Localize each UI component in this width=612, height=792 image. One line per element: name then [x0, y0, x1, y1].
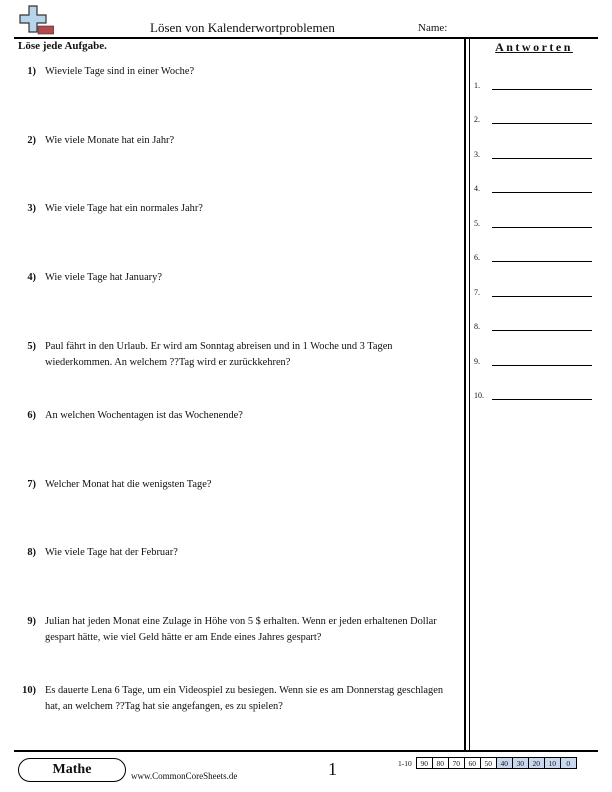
answer-number: 3. [474, 150, 480, 159]
question-number: 9) [27, 616, 36, 627]
score-cell: 0 [560, 758, 576, 769]
score-range: 1-10 [398, 758, 412, 768]
answer-number: 10. [474, 391, 484, 400]
answer-row [474, 391, 594, 403]
answer-row [474, 184, 594, 196]
score-cell: 10 [544, 758, 560, 769]
answer-number: 4. [474, 184, 480, 193]
question-text: Es dauerte Lena 6 Tage, um ein Videospiel zu besiegen. Wenn sie es am Donnerstag geschlagen hat, an welchem ??Tag hat sie angefangen, es zu spielen? [45, 685, 444, 712]
answer-number: 1. [474, 81, 480, 90]
answer-row [474, 150, 594, 162]
answer-line[interactable] [492, 89, 592, 90]
answer-number: 9. [474, 357, 480, 366]
answer-line[interactable] [492, 261, 592, 262]
score-cell: 50 [480, 758, 496, 769]
instructions: Löse jede Aufgabe. [18, 40, 107, 52]
answer-number: 6. [474, 253, 480, 262]
answers-title: Antworten [495, 40, 573, 54]
answer-number: 7. [474, 288, 480, 297]
question-text: Wie viele Tage hat der Februar? [45, 547, 178, 558]
answer-number: 5. [474, 219, 480, 228]
answer-row [474, 322, 594, 334]
score-table [396, 757, 577, 769]
question-text: Wieviele Tage sind in einer Woche? [45, 66, 195, 77]
question-number: 5) [27, 341, 36, 352]
answer-line[interactable] [492, 296, 592, 297]
answer-row [474, 288, 594, 300]
question-number: 10) [22, 685, 36, 696]
question-text: Paul fährt in den Urlaub. Er wird am Sonntag abreisen und in 1 Woche und 3 Tagen wiederkommen. An welchem ??Tag wird er zurückkehren? [45, 341, 393, 368]
question-text: Wie viele Monate hat ein Jahr? [45, 135, 175, 146]
answer-number: 2. [474, 115, 480, 124]
score-cell: 70 [448, 758, 464, 769]
answer-row [474, 357, 594, 369]
question-text: Wie viele Tage hat January? [45, 272, 162, 283]
answer-line[interactable] [492, 227, 592, 228]
subject-badge: Mathe [18, 758, 126, 782]
question-text: An welchen Wochentagen ist das Wochenende? [45, 410, 243, 421]
score-cell: 30 [512, 758, 528, 769]
question-number: 8) [27, 547, 36, 558]
question-number: 7) [27, 479, 36, 490]
name-label: Name: [418, 22, 448, 34]
question-number: 2) [27, 135, 36, 146]
answer-row [474, 81, 594, 93]
answer-line[interactable] [492, 399, 592, 400]
score-cell: 60 [464, 758, 480, 769]
question-number: 4) [27, 272, 36, 283]
score-cell: 40 [496, 758, 512, 769]
website-label: www.CommonCoreSheets.de [131, 771, 238, 781]
question-number: 6) [27, 410, 36, 421]
question-text: Julian hat jeden Monat eine Zulage in Höhe von 5 $ erhalten. Wenn er jeden erhaltenen Dollar gespart hätte, wie viel Geld hätte er am Ende eines Jahres gespart? [45, 616, 437, 643]
answer-line[interactable] [492, 330, 592, 331]
answer-row [474, 115, 594, 127]
score-cell: 80 [432, 758, 448, 769]
answer-line[interactable] [492, 158, 592, 159]
answers-divider-inner [469, 38, 470, 750]
answer-row [474, 219, 594, 231]
question-number: 1) [27, 66, 36, 77]
question-number: 3) [27, 203, 36, 214]
answers-divider-outer [464, 38, 466, 750]
question-text: Wie viele Tage hat ein normales Jahr? [45, 203, 203, 214]
answer-number: 8. [474, 322, 480, 331]
score-cell: 90 [416, 758, 432, 769]
plus-minus-logo-icon [18, 4, 54, 40]
page-number: 1 [328, 759, 337, 779]
answer-line[interactable] [492, 192, 592, 193]
answer-line[interactable] [492, 123, 592, 124]
page-title: Lösen von Kalenderwortproblemen [150, 20, 335, 35]
footer-divider [14, 750, 598, 752]
answer-line[interactable] [492, 365, 592, 366]
header-divider [14, 37, 598, 39]
answer-row [474, 253, 594, 265]
question-text: Welcher Monat hat die wenigsten Tage? [45, 479, 212, 490]
score-cell: 20 [528, 758, 544, 769]
